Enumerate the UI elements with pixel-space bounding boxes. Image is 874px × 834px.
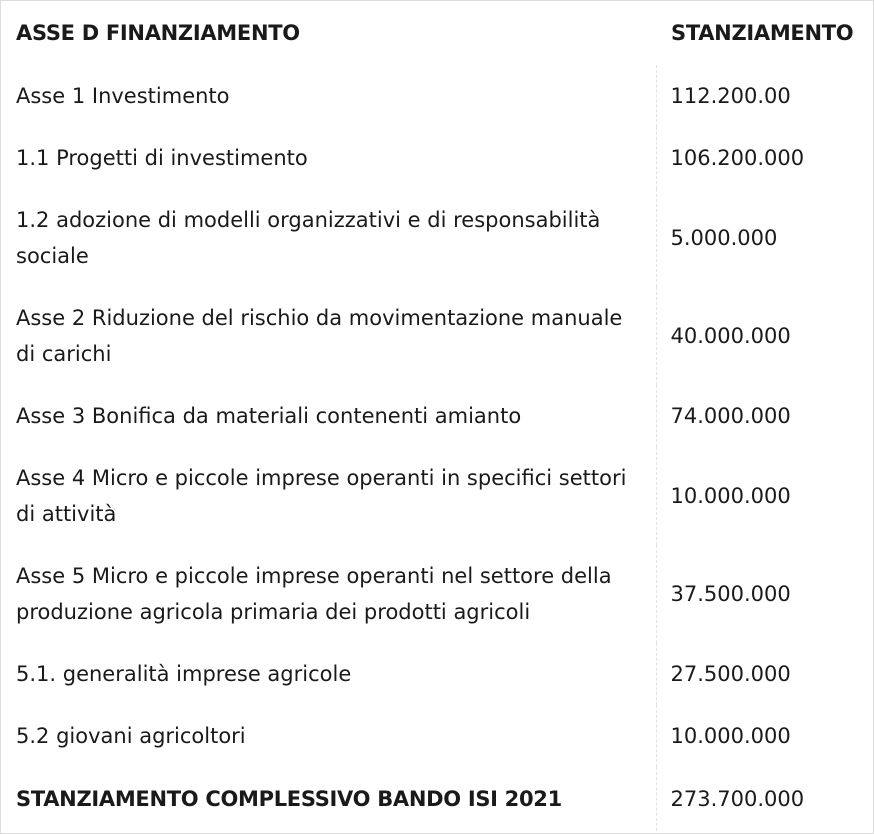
row-label: 5.1. generalità imprese agricole (16, 662, 352, 686)
row-amount: 10.000.000 (656, 705, 873, 767)
row-label: 1.1 Progetti di investimento (16, 146, 308, 170)
row-label: Asse 5 Micro e piccole imprese operanti nel settore della produzione agricola primaria dei prodotti agricoli (16, 564, 612, 624)
table-row (1, 189, 873, 287)
row-amount: 106.200.000 (656, 127, 873, 189)
row-amount: 40.000.000 (656, 287, 873, 385)
row-amount: 112.200.00 (656, 65, 873, 127)
table-row (1, 385, 873, 447)
table-row (1, 643, 873, 705)
row-label: 5.2 giovani agricoltori (16, 724, 246, 748)
row-label: Asse 2 Riduzione del rischio da movimentazione manuale di carichi (16, 306, 623, 366)
row-amount: 27.500.000 (656, 643, 873, 705)
table-row (1, 287, 873, 385)
table-total-row (1, 767, 873, 831)
funding-table (1, 1, 873, 831)
table-row (1, 65, 873, 127)
header-allocation: STANZIAMENTO (671, 21, 854, 45)
total-label: STANZIAMENTO COMPLESSIVO BANDO ISI 2021 (16, 787, 562, 811)
table-row (1, 127, 873, 189)
row-label: Asse 1 Investimento (16, 84, 230, 108)
row-amount: 10.000.000 (656, 447, 873, 545)
total-amount: 273.700.000 (656, 767, 873, 831)
row-amount: 74.000.000 (656, 385, 873, 447)
row-label: Asse 3 Bonifica da materiali contenenti amianto (16, 404, 522, 428)
table-row (1, 545, 873, 643)
header-axis: ASSE D FINANZIAMENTO (16, 21, 300, 45)
row-amount: 37.500.000 (656, 545, 873, 643)
row-label: 1.2 adozione di modelli organizzativi e di responsabilità sociale (16, 208, 601, 268)
table-row (1, 447, 873, 545)
table-row (1, 705, 873, 767)
row-amount: 5.000.000 (656, 189, 873, 287)
row-label: Asse 4 Micro e piccole imprese operanti in specifici settori di attività (16, 466, 627, 526)
table-header-row (1, 1, 873, 65)
